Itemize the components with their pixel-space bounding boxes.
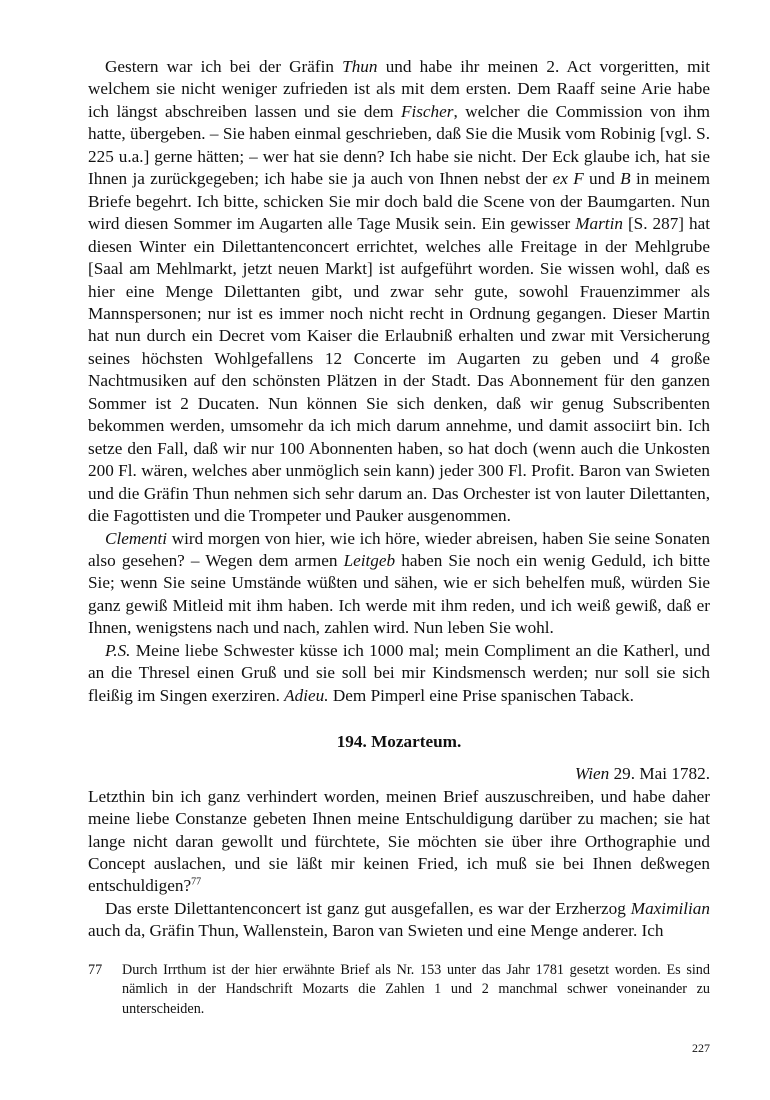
- italic-name-maximilian: Maximilian: [630, 898, 710, 918]
- dateline: [88, 763, 710, 785]
- footnote-number: 77: [88, 962, 103, 978]
- italic-name-thun: Thun: [342, 57, 378, 76]
- italic-ex-f: ex F: [552, 169, 584, 189]
- text-run: Letzthin bin ich ganz verhindert worden, meinen Brief auszuschreiben, und habe daher meine liebe Constanze gebeten Ihnen meine Entschuldigung darüber zu machen; sie hat lange nicht daran gewollt und fürchtete, Sie möchten sie über ihre Orthographie und Concept auslachen, und sie läßt mir keinen Fried, ich muß sie bei Ihnen deßwegen entschuldigen?: [88, 786, 710, 896]
- text-run: Das erste Dilettantenconcert ist ganz gut ausgefallen, es war der Erzherzog: [105, 898, 631, 918]
- letter-heading: 194. Mozarteum.: [336, 732, 462, 752]
- italic-name-martin: Martin: [575, 214, 623, 234]
- footnote-reference[interactable]: 77: [191, 876, 202, 888]
- text-run: auch da, Gräfin Thun, Wallenstein, Baron van Swieten und eine Menge anderer. Ich: [88, 921, 664, 941]
- text-run: Dem Pimperl eine Prise spanischen Taback.: [328, 685, 634, 705]
- paragraph-dilettantenconcert: [88, 898, 710, 943]
- italic-name-fischer: Fischer: [400, 101, 454, 121]
- paragraph-postscript: [88, 640, 710, 707]
- text-run: in meinem Briefe begehrt. Ich bitte, schicken Sie mir doch bald die Scene von der Baumgarten. Nun wird diesen Sommer im Augarten alle Tage Musik sein. Ein gewisser: [88, 169, 711, 234]
- page-number: 227: [692, 1041, 710, 1055]
- text-run: Meine liebe Schwester küsse ich 1000 mal; mein Compliment an die Katherl, und an die Thresel einen Gruß und sie soll bei mir Kindsmensch werden; nur soll sie sich fleißig im Singen exerziren.: [88, 640, 710, 705]
- paragraph-letzthin: [88, 786, 710, 898]
- page-body: [88, 56, 710, 943]
- footnote: [88, 961, 710, 1019]
- text-run: [S. 287] hat diesen Winter ein Dilettantenconcert errichtet, welches alle Freitage in der Mehlgrube [Saal am Mehlmarkt, jetzt neuen Markt] ist aufgeführt worden. Sie wissen wohl, daß es hier eine Menge Dilettanten gibt, und zwar sehr gute, sowohl Frauenzimmer als Mannspersonen; nur ist es immer noch nicht recht in Ordnung gegangen. Dieser Martin hat nun durch ein Decret vom Kaiser die Erlaubniß erhalten und zwar mit Versicherung seines höchsten Wohlgefallens 12 Concerte im Augarten zu geben und 4 große Nachtmusiken auf den schönsten Plätzen in der Stadt. Das Abonnement für den ganzen Sommer ist 2 Ducaten. Nun können Sie sich denken, daß wir genug Subscribenten bekommen werden, umsomehr da ich mich darum annehme, und damit associirt bin. Ich setze den Fall, daß wir nur 100 Abonnenten haben, so hat doch (wenn auch die Unkosten 200 Fl. wären, welches aber unmöglich sein kann) jeder 300 Fl. Profit. Baron van Swieten und die Gräfin Thun nehmen sich sehr darum an. Das Orchester ist von lauter Dilettanten, die Fagottisten und die Trompeter und Pauker ausgenommen.: [88, 214, 710, 526]
- footnote-text: Durch Irrthum ist der hier erwähnte Brief als Nr. 153 unter das Jahr 1781 gesetzt worden. Es sind nämlich in der Handschrift Mozarts die Zahlen 1 und 2 manchmal schwer voneinander zu unterscheiden.: [122, 962, 710, 1017]
- paragraph-clementi: [88, 528, 710, 640]
- text-run: , welcher die Commission von ihm hatte, übergeben. – Sie haben einmal geschrieben, daß Sie die Musik vom Robinig [vgl. S. 225 u.a.] gerne hätten; – wer hat sie denn? Ich habe sie nicht. Der Eck glaube ich, hat sie Ihnen ja zurückgegeben; ich habe sie ja auch von Ihnen nebst der: [88, 101, 710, 189]
- paragraph-gestern: [88, 56, 710, 528]
- italic-name-leitgeb: Leitgeb: [343, 550, 396, 570]
- text-run: und habe ihr meinen 2. Act vorgeritten, mit welchem sie nicht weniger zufrieden ist als mit dem ersten. Dem Raaff seine Arie habe ich längst abschreiben lassen und sie dem: [88, 57, 710, 121]
- date: 29. Mai 1782.: [609, 764, 710, 784]
- text-run: Gestern war ich bei der Gräfin: [105, 57, 343, 76]
- italic-name-clementi: Clementi: [105, 528, 168, 548]
- text-run: wird morgen von hier, wie ich höre, wieder abreisen, haben Sie seine Sonaten also gesehen? – Wegen dem armen: [88, 528, 710, 570]
- place-name: Wien: [574, 764, 610, 784]
- italic-b: B: [620, 169, 631, 189]
- text-run: haben Sie noch ein wenig Geduld, ich bitte Sie; wenn Sie seine Umstände wüßten und sähen, wie er sich behelfen muß, würden Sie ganz gewiß Mitleid mit ihm haben. Ich werde mit ihm reden, und ich weiß gewiß, daß er Ihnen, wenigstens nach und nach, zahlen wird. Nun leben Sie wohl.: [88, 550, 711, 638]
- italic-ps: P.S.: [105, 640, 131, 660]
- italic-adieu: Adieu.: [284, 685, 329, 705]
- text-run: und: [583, 169, 621, 189]
